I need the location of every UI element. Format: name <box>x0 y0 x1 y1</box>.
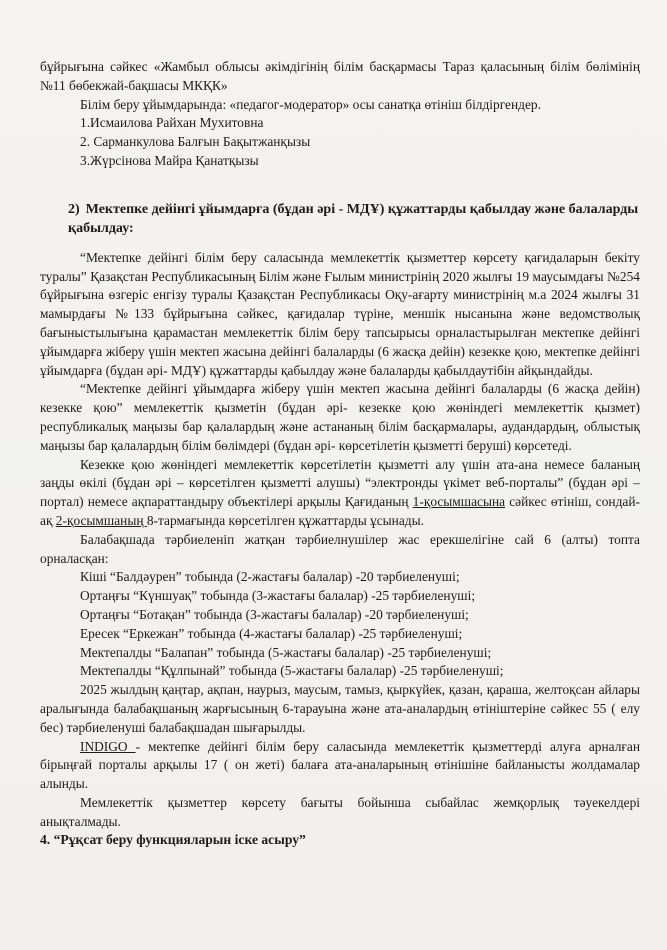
paragraph-rules-reference: “Мектепке дейінгі білім беру саласында мемлекеттік қызметтер көрсету қағидаларын бекіту туралы” Қазақстан Республикасының Білім және Ғылым министрінің 2020 жылғы 19 маусымдағы №254 бұйрығына өзгеріс енгізу туралы Қазақстан Республикасы Оқу-ағарту министрінің м.а 2024 жылғы 31 мамырдағы №133 бұйрығына сәйкес, қағидалар түріне, меншік нысанына және ведомстволық бағыныстылығына қарамастан мемлекеттік білім беру тапсырысы орналастырылған мектепке дейінгі ұйымдарға жіберу үшін мектеп жасына дейінгі балаларды (6 жасқа дейін) кезекке қою, мектепке дейінгі ұйымдарға (бұдан әрі- МДҰ) құжаттарды қабылдау және балаларды қабылдаутібін айқындайды. <box>40 249 640 378</box>
spacer <box>40 238 640 249</box>
paragraph-queue-service: “Мектепке дейінгі ұйымдарға жіберу үшін мектеп жасына дейінгі балаларды (6 жасқа дейін) кезекке қою” мемлекеттік қызметін (бұдан әрі- кезекке қою жөніндегі мемлекеттік қызмет) республикалық маңызы бар қалалардың және астананың білім басқармалары, аудандардың, облыстық маңызы бар қалалардың білім бөлімдері (бұдан әрі- көрсетілетін қызметті беруші) көрсетеді. <box>40 381 640 453</box>
document-body <box>40 58 640 850</box>
applicant-item: 2. Сарманкулова Балғын Бақытжанқызы <box>80 134 311 150</box>
spacer <box>40 189 640 200</box>
group-item: Мектепалды “Балапан” тобында (5-жастағы балалар) -25 тәрбиеленуші; <box>80 644 492 660</box>
section-number: 2) <box>68 201 80 217</box>
text-run: - мектепке дейінгі білім беру саласында мемлекеттік қызметтерді алуға арналған бірыңғай порталы арқылы 17 ( он жеті) балаға ата-аналарының өтінішіне байланысты жолдамалар алынды. <box>40 738 640 792</box>
appendix-2-link[interactable]: 2-қосымшаның <box>55 512 147 528</box>
section-heading-4: 4. “Рұқсат беру функцияларын іске асыру” <box>40 832 306 848</box>
text-run: сәйкес өтініш, сондай-ақ <box>40 494 640 528</box>
paragraph-indigo-portal <box>40 738 640 794</box>
group-item: Ортаңғы “Ботақан” тобында (3-жастағы балалар) -20 тәрбиеленуші; <box>80 606 469 622</box>
paragraph-moderator-applicants: Білім беру ұйымдарында: «педагог-модератор» осы санатқа өтініш білдіргендер. <box>80 96 541 112</box>
paragraph-portal-application <box>40 456 640 531</box>
text-run: 8-тармағында көрсетілген құжаттарды ұсынады. <box>146 512 424 528</box>
paragraph-groups-intro: Балабақшада тәрбиеленіп жатқан тәрбиелнушілер жас ерекшелігіне сай 6 (алты) топта орналасқан: <box>40 531 640 566</box>
paragraph-corruption-risks: Мемлекеттік қызметтер көрсету бағыты бойынша сыбайлас жемқорлық тәуекелдері анықталмады. <box>40 794 640 829</box>
paragraph-2025-departures: 2025 жылдың қаңтар, ақпан, наурыз, маусым, тамыз, қыркүйек, қазан, қараша, желтоқсан айлары аралығында балабақшаның жарғысының 6-тарауына және ата-аналардың өтініштеріне сәйкес 55 ( елу бес) тәрбиеленуші балабақшадан шығарылды. <box>40 682 640 735</box>
paragraph-order-reference: бұйрығына сәйкес «Жамбыл облысы әкімдігінің білім басқармасы Тараз қаласының білім бөлімінің №11 бөбекжай-бақшасы МКҚК» <box>40 59 640 93</box>
group-item: Ортаңғы “Күншуақ” тобында (3-жастағы балалар) -25 тәрбиеленуші; <box>80 588 476 604</box>
group-item: Ересек “Еркежан” тобында (4-жастағы балалар) -25 тәрбиеленуші; <box>80 625 463 641</box>
appendix-1-link[interactable]: 1-қосымшасына <box>412 494 506 510</box>
applicant-item: 1.Исмаилова Райхан Мухитовна <box>80 115 264 131</box>
spacer <box>40 171 640 189</box>
section-heading-2 <box>40 200 640 238</box>
indigo-link[interactable]: INDIGO <box>80 738 136 754</box>
applicant-item: 3.Жүрсінова Майра Қанатқызы <box>80 152 259 168</box>
group-item: Кіші “Балдәурен” тобында (2-жастағы балалар) -20 тәрбиеленуші; <box>80 569 460 585</box>
group-item: Мектепалды “Құлпынай” тобында (5-жастағы балалар) -25 тәрбиеленуші; <box>80 663 504 679</box>
text-run: Кезекке қою жөніндегі мемлекеттік көрсетілетін қызметті алу үшін ата-ана немесе баланың заңды өкілі (бұдан әрі – көрсетілген қызметті алушы) “электронды үкімет веб-порталы” (бұдан әрі –портал) немесе ақпараттандыру объектілері арқылы Қағиданың <box>40 456 640 510</box>
section-title: Мектепке дейінгі ұйымдарға (бұдан әрі - МДҰ) құжаттарды қабылдау және балаларды қабылдау: <box>68 201 639 236</box>
